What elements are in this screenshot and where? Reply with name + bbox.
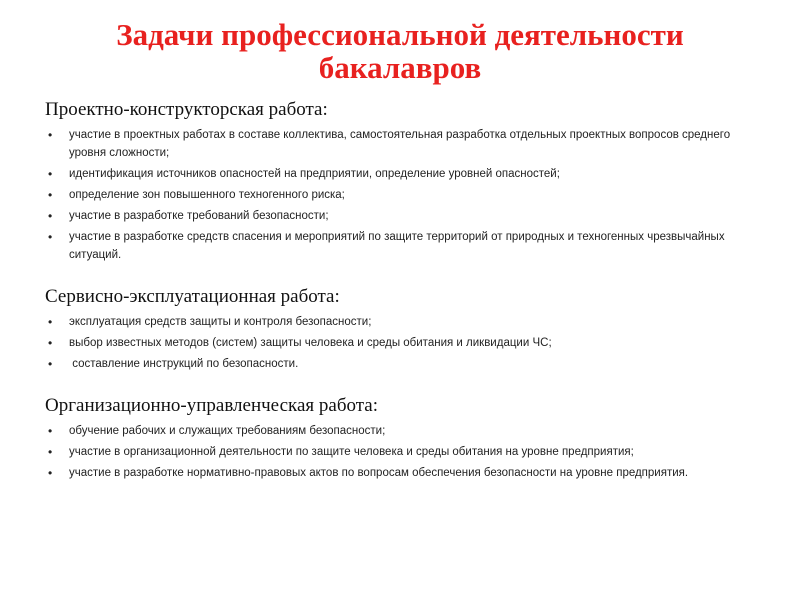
list-item <box>45 443 760 461</box>
bullet-list <box>45 126 760 264</box>
bullet-icon: • <box>48 466 53 480</box>
list-item-text: участие в проектных работах в составе коллектива, самостоятельная разработка отдельных проектных вопросов среднего уровня сложности; <box>69 129 731 159</box>
slide-title-line-2: бакалавров <box>318 50 482 85</box>
list-item-text: участие в разработке нормативно-правовых актов по вопросам обеспечения безопасности на уровне предприятия. <box>69 467 689 479</box>
section-heading: Сервисно-эксплуатационная работа: <box>45 286 340 307</box>
bullet-icon: • <box>48 315 53 329</box>
list-item <box>45 165 760 183</box>
bullet-icon: • <box>48 188 53 202</box>
list-item <box>45 464 760 482</box>
section-heading: Проектно-конструкторская работа: <box>45 99 328 120</box>
list-item-text: участие в разработке требований безопасности; <box>69 210 329 222</box>
bullet-list <box>45 422 760 482</box>
bullet-icon: • <box>48 357 53 371</box>
list-item <box>45 228 760 264</box>
bullet-icon: • <box>48 209 53 223</box>
list-item-text: участие в разработке средств спасения и мероприятий по защите территорий от природных и техногенных чрезвычайных ситуаций. <box>69 231 725 261</box>
section-service-operation <box>45 285 760 373</box>
list-item <box>45 186 760 204</box>
list-item-text: участие в организационной деятельности по защите человека и среды обитания на уровне предприятия; <box>69 446 634 458</box>
slide-title-line-1: Задачи профессиональной деятельности <box>116 17 684 52</box>
slide-title <box>0 18 800 84</box>
bullet-icon: • <box>48 167 53 181</box>
section-design-engineering <box>45 98 760 264</box>
section-organizational-management <box>45 394 760 482</box>
list-item <box>45 422 760 440</box>
list-item <box>45 355 760 373</box>
bullet-list <box>45 313 760 373</box>
list-item-text: идентификация источников опасностей на предприятии, определение уровней опасностей; <box>69 168 560 180</box>
list-item-text: определение зон повышенного техногенного риска; <box>69 189 345 201</box>
list-item <box>45 334 760 352</box>
list-item-text: составление инструкций по безопасности. <box>69 358 299 370</box>
bullet-icon: • <box>48 424 53 438</box>
bullet-icon: • <box>48 336 53 350</box>
bullet-icon: • <box>48 445 53 459</box>
list-item-text: эксплуатация средств защиты и контроля безопасности; <box>69 316 372 328</box>
list-item <box>45 313 760 331</box>
list-item <box>45 126 760 162</box>
list-item <box>45 207 760 225</box>
slide-content <box>45 98 760 485</box>
list-item-text: выбор известных методов (систем) защиты человека и среды обитания и ликвидации ЧС; <box>69 337 552 349</box>
section-heading: Организационно-управленческая работа: <box>45 395 378 416</box>
list-item-text: обучение рабочих и служащих требованиям безопасности; <box>69 425 386 437</box>
bullet-icon: • <box>48 128 53 142</box>
bullet-icon: • <box>48 230 53 244</box>
